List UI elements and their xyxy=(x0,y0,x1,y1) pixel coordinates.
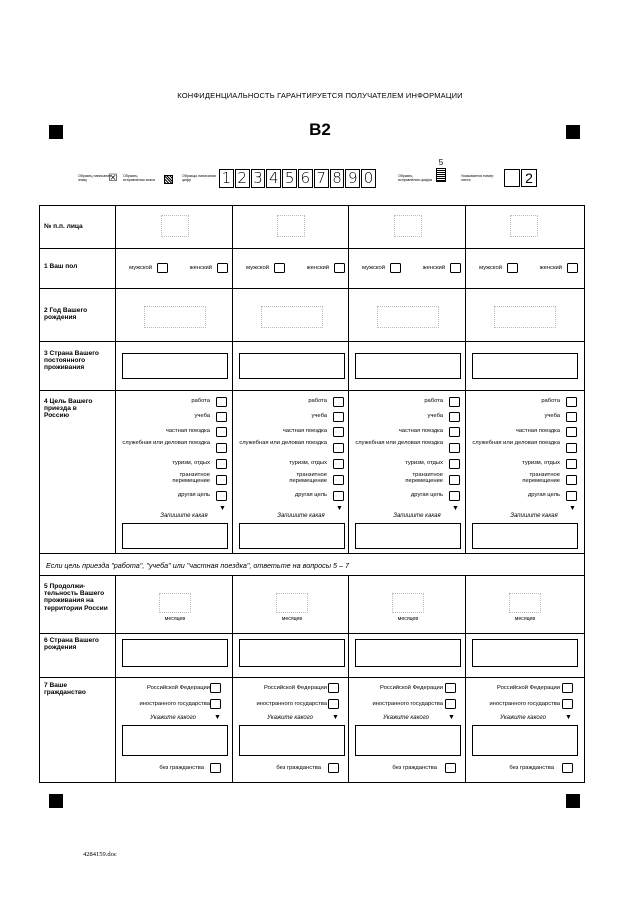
write-which-hint: Запишите какая xyxy=(160,513,208,519)
sex-female-label: женский xyxy=(189,265,212,271)
fix-sample-label: Образец исправления знака xyxy=(123,174,155,183)
arrow-down-icon: ▼ xyxy=(214,714,221,721)
purpose-checkbox[interactable] xyxy=(566,475,577,485)
sex-male-label: мужской xyxy=(362,265,385,271)
sex-female-label: женский xyxy=(306,265,329,271)
person-number-field[interactable] xyxy=(277,215,305,237)
citizenship-rf-checkbox[interactable] xyxy=(445,683,456,693)
arrow-down-icon: ▼ xyxy=(565,714,572,721)
purpose-option-label: работа xyxy=(424,398,443,404)
registration-marker-bottom-right xyxy=(566,794,580,808)
purpose-checkbox[interactable] xyxy=(333,443,344,453)
citizenship-rf-label: Российской Федерации xyxy=(263,685,327,691)
citizenship-rf-checkbox[interactable] xyxy=(328,683,339,693)
purpose-option-label: другая цель xyxy=(294,492,327,498)
purpose-checkbox[interactable] xyxy=(566,427,577,437)
sex-male-label: мужской xyxy=(479,265,502,271)
citizenship-none-checkbox[interactable] xyxy=(445,763,456,773)
purpose-checkbox[interactable] xyxy=(216,459,227,469)
birth-country-field[interactable] xyxy=(122,639,228,667)
purpose-option-label: транзитное перемещение xyxy=(172,472,210,484)
purpose-checkbox[interactable] xyxy=(216,443,227,453)
row-label-citizenship: 7 Ваше гражданство xyxy=(44,682,86,697)
birth-year-field[interactable] xyxy=(261,306,323,328)
purpose-checkbox[interactable] xyxy=(449,397,460,407)
citizenship-country-field[interactable] xyxy=(122,725,228,756)
purpose-option-label: служебная или деловая поездка xyxy=(239,440,327,446)
row-label-birth-year: 2 Год Вашего рождения xyxy=(44,307,88,322)
purpose-checkbox[interactable] xyxy=(449,491,460,501)
purpose-checkbox[interactable] xyxy=(216,427,227,437)
form-code: B2 xyxy=(309,120,331,139)
sex-female-label: женский xyxy=(539,265,562,271)
arrow-down-icon: ▼ xyxy=(219,505,226,512)
sheet-count-label: Указывается номер листа xyxy=(461,174,494,183)
sex-male-checkbox[interactable] xyxy=(157,263,168,273)
purpose-option-label: транзитное перемещение xyxy=(289,472,327,484)
arrow-down-icon: ▼ xyxy=(448,714,455,721)
purpose-option-label: учеба xyxy=(194,413,210,419)
purpose-checkbox[interactable] xyxy=(333,475,344,485)
purpose-checkbox[interactable] xyxy=(566,491,577,501)
residence-country-field[interactable] xyxy=(355,353,461,379)
citizenship-rf-label: Российской Федерации xyxy=(379,685,443,691)
citizenship-foreign-label: иностранного государства xyxy=(256,701,327,707)
citizenship-none-label: без гражданства xyxy=(392,765,437,771)
purpose-checkbox[interactable] xyxy=(333,459,344,469)
person-number-field[interactable] xyxy=(510,215,538,237)
purpose-option-label: транзитное перемещение xyxy=(522,472,560,484)
digit-fix-icon xyxy=(436,168,446,182)
months-label: месяцев xyxy=(164,616,186,622)
sheet-count-box[interactable]: 2 xyxy=(521,169,537,187)
purpose-option-label: туризм, отдых xyxy=(522,460,560,466)
mark-sample-icon: ☒ xyxy=(108,173,118,184)
purpose-option-label: учеба xyxy=(427,413,443,419)
digit-sample: 2 xyxy=(235,169,250,188)
birth-year-field[interactable] xyxy=(144,306,206,328)
purpose-option-label: служебная или деловая поездка xyxy=(355,440,443,446)
citizenship-country-field[interactable] xyxy=(239,725,345,756)
sex-female-checkbox[interactable] xyxy=(450,263,461,273)
purpose-option-label: учеба xyxy=(544,413,560,419)
birth-country-field[interactable] xyxy=(472,639,578,667)
sex-female-checkbox[interactable] xyxy=(217,263,228,273)
months-label: месяцев xyxy=(514,616,536,622)
registration-marker-bottom-left xyxy=(49,794,63,808)
purpose-checkbox[interactable] xyxy=(333,427,344,437)
purpose-option-label: работа xyxy=(541,398,560,404)
sex-male-label: мужской xyxy=(129,265,152,271)
citizenship-none-label: без гражданства xyxy=(159,765,204,771)
purpose-checkbox[interactable] xyxy=(216,412,227,422)
duration-months-field[interactable] xyxy=(392,593,424,613)
months-label: месяцев xyxy=(281,616,303,622)
citizenship-rf-checkbox[interactable] xyxy=(210,683,221,693)
digit-sample: 4 xyxy=(266,169,281,188)
write-which-hint: Запишите какая xyxy=(277,513,325,519)
write-which-hint: Запишите какая xyxy=(393,513,441,519)
row-label-residence: 3 Страна Вашего постоянного проживания xyxy=(44,350,99,372)
conditional-instruction: Если цель приезда "работа", "учеба" или "частная поездка", ответьте на вопросы 5 – 7 xyxy=(46,561,350,570)
purpose-option-label: другая цель xyxy=(177,492,210,498)
residence-country-field[interactable] xyxy=(472,353,578,379)
duration-months-field[interactable] xyxy=(159,593,191,613)
specify-hint: Укажите какого xyxy=(267,715,313,721)
sex-male-label: мужской xyxy=(246,265,269,271)
document-filename: 4284159.doc xyxy=(83,851,117,858)
writing-samples xyxy=(78,158,598,192)
digit-sample: 1 xyxy=(219,169,234,188)
purpose-checkbox[interactable] xyxy=(566,443,577,453)
digit-sample: 9 xyxy=(345,169,360,188)
citizenship-foreign-checkbox[interactable] xyxy=(562,699,573,709)
purpose-option-label: учеба xyxy=(311,413,327,419)
citizenship-country-field[interactable] xyxy=(472,725,578,756)
purpose-option-label: частная поездка xyxy=(165,428,210,434)
citizenship-foreign-checkbox[interactable] xyxy=(210,699,221,709)
purpose-checkbox[interactable] xyxy=(216,491,227,501)
duration-months-field[interactable] xyxy=(509,593,541,613)
residence-country-field[interactable] xyxy=(122,353,228,379)
months-label: месяцев xyxy=(397,616,419,622)
sex-female-checkbox[interactable] xyxy=(567,263,578,273)
sex-female-label: женский xyxy=(422,265,445,271)
purpose-option-label: туризм, отдых xyxy=(289,460,327,466)
purpose-option-label: служебная или деловая поездка xyxy=(122,440,210,446)
purpose-option-label: служебная или деловая поездка xyxy=(472,440,560,446)
citizenship-foreign-label: иностранного государства xyxy=(372,701,443,707)
purpose-option-label: работа xyxy=(308,398,327,404)
purpose-checkbox[interactable] xyxy=(449,459,460,469)
citizenship-rf-label: Российской Федерации xyxy=(146,685,210,691)
purpose-option-label: другая цель xyxy=(527,492,560,498)
arrow-down-icon: ▼ xyxy=(569,505,576,512)
citizenship-none-checkbox[interactable] xyxy=(328,763,339,773)
birth-country-field[interactable] xyxy=(355,639,461,667)
purpose-option-label: частная поездка xyxy=(398,428,443,434)
residence-country-field[interactable] xyxy=(239,353,345,379)
digit-sample: 8 xyxy=(330,169,345,188)
arrow-down-icon: ▼ xyxy=(452,505,459,512)
specify-hint: Укажите какого xyxy=(383,715,429,721)
sex-female-checkbox[interactable] xyxy=(334,263,345,273)
citizenship-none-label: без гражданства xyxy=(509,765,554,771)
arrow-down-icon: ▼ xyxy=(336,505,343,512)
digit-sample: 6 xyxy=(298,169,313,188)
purpose-checkbox[interactable] xyxy=(333,412,344,422)
row-label-person-no: № п.п. лица xyxy=(44,223,83,230)
citizenship-rf-label: Российской Федерации xyxy=(496,685,560,691)
purpose-other-field[interactable] xyxy=(122,523,228,549)
specify-hint: Укажите какого xyxy=(500,715,546,721)
digit-fix-value: 5 xyxy=(438,158,444,167)
digit-samples xyxy=(219,169,377,188)
sheet-count-box[interactable] xyxy=(504,169,520,187)
purpose-checkbox[interactable] xyxy=(333,397,344,407)
purpose-checkbox[interactable] xyxy=(333,491,344,501)
purpose-checkbox[interactable] xyxy=(449,443,460,453)
purpose-checkbox[interactable] xyxy=(216,475,227,485)
specify-hint: Укажите какого xyxy=(150,715,196,721)
purpose-option-label: частная поездка xyxy=(515,428,560,434)
birth-year-field[interactable] xyxy=(494,306,556,328)
citizenship-none-checkbox[interactable] xyxy=(562,763,573,773)
row-label-birth-country: 6 Страна Вашего рождения xyxy=(44,637,99,652)
sex-male-checkbox[interactable] xyxy=(390,263,401,273)
citizenship-none-label: без гражданства xyxy=(276,765,321,771)
digit-sample: 3 xyxy=(251,169,266,188)
purpose-checkbox[interactable] xyxy=(449,427,460,437)
purpose-checkbox[interactable] xyxy=(449,412,460,422)
purpose-other-field[interactable] xyxy=(355,523,461,549)
mark-sample-label: Образец написания знаку xyxy=(78,174,112,183)
write-which-hint: Запишите какая xyxy=(510,513,558,519)
purpose-option-label: туризм, отдых xyxy=(405,460,443,466)
census-form-grid xyxy=(39,205,585,783)
sex-male-checkbox[interactable] xyxy=(507,263,518,273)
citizenship-foreign-checkbox[interactable] xyxy=(328,699,339,709)
person-number-field[interactable] xyxy=(394,215,422,237)
purpose-option-label: другая цель xyxy=(410,492,443,498)
digit-sample: 5 xyxy=(282,169,297,188)
digit-fix-label: Образец исправления цифры xyxy=(398,174,433,183)
confidentiality-header: КОНФИДЕНЦИАЛЬНОСТЬ ГАРАНТИРУЕТСЯ ПОЛУЧАТЕЛЕМ ИНФОРМАЦИИ xyxy=(177,91,463,100)
person-number-field[interactable] xyxy=(161,215,189,237)
purpose-other-field[interactable] xyxy=(472,523,578,549)
purpose-checkbox[interactable] xyxy=(216,397,227,407)
purpose-checkbox[interactable] xyxy=(566,397,577,407)
purpose-other-field[interactable] xyxy=(239,523,345,549)
duration-months-field[interactable] xyxy=(276,593,308,613)
purpose-checkbox[interactable] xyxy=(566,412,577,422)
citizenship-foreign-label: иностранного государства xyxy=(489,701,560,707)
citizenship-foreign-checkbox[interactable] xyxy=(445,699,456,709)
citizenship-rf-checkbox[interactable] xyxy=(562,683,573,693)
digit-sample: 7 xyxy=(314,169,329,188)
citizenship-foreign-label: иностранного государства xyxy=(139,701,210,707)
citizenship-country-field[interactable] xyxy=(355,725,461,756)
purpose-option-label: транзитное перемещение xyxy=(405,472,443,484)
birth-year-field[interactable] xyxy=(377,306,439,328)
digits-sample-label: Образцы написания цифр xyxy=(182,174,216,183)
fix-sample-icon xyxy=(164,175,173,184)
row-label-sex: 1 Ваш пол xyxy=(44,263,78,270)
purpose-option-label: работа xyxy=(191,398,210,404)
sex-male-checkbox[interactable] xyxy=(274,263,285,273)
row-label-duration: 5 Продолжи- тельность Вашего проживания на территории России xyxy=(44,583,108,612)
purpose-checkbox[interactable] xyxy=(449,475,460,485)
birth-country-field[interactable] xyxy=(239,639,345,667)
digit-sample: 0 xyxy=(361,169,376,188)
purpose-option-label: туризм, отдых xyxy=(172,460,210,466)
row-label-purpose: 4 Цель Вашего приезда в Россию xyxy=(44,398,93,420)
citizenship-none-checkbox[interactable] xyxy=(210,763,221,773)
arrow-down-icon: ▼ xyxy=(332,714,339,721)
purpose-option-label: частная поездка xyxy=(282,428,327,434)
purpose-checkbox[interactable] xyxy=(566,459,577,469)
